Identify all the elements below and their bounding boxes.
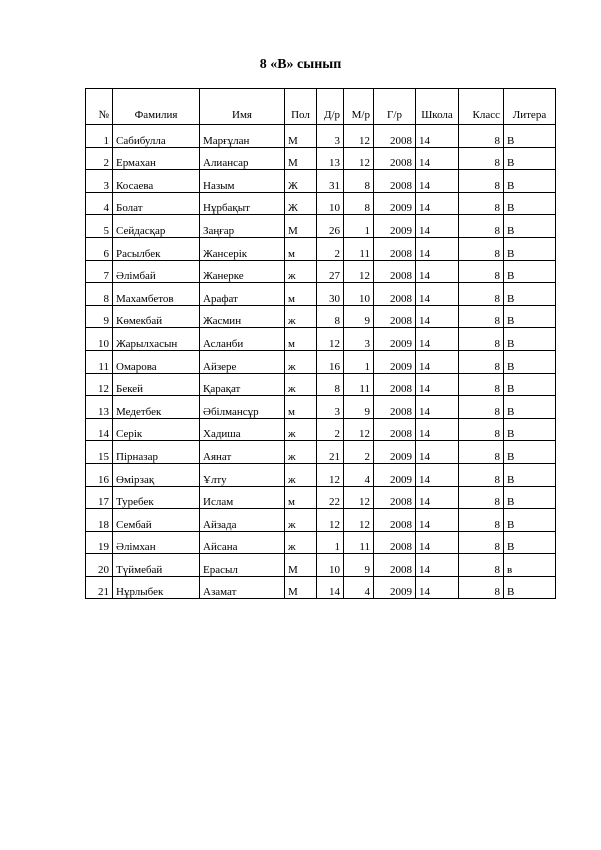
cell-birth-month: 11 bbox=[344, 373, 374, 396]
cell-number: 18 bbox=[86, 509, 113, 532]
cell-surname: Сейдасқар bbox=[113, 215, 200, 238]
cell-letter: В bbox=[504, 418, 556, 441]
cell-name: Ерасыл bbox=[200, 554, 285, 577]
table-header-row bbox=[86, 89, 556, 125]
cell-school: 14 bbox=[416, 328, 459, 351]
cell-number: 9 bbox=[86, 305, 113, 328]
cell-birth-month: 9 bbox=[344, 554, 374, 577]
cell-birth-month: 4 bbox=[344, 576, 374, 599]
cell-school: 14 bbox=[416, 305, 459, 328]
cell-class: 8 bbox=[459, 418, 504, 441]
page-title: 8 «В» сынып bbox=[259, 57, 342, 72]
cell-school: 14 bbox=[416, 509, 459, 532]
cell-birth-month: 9 bbox=[344, 396, 374, 419]
cell-name: Ислам bbox=[200, 486, 285, 509]
cell-name: Айсана bbox=[200, 531, 285, 554]
cell-birth-day: 2 bbox=[317, 418, 344, 441]
cell-letter: В bbox=[504, 237, 556, 260]
header-class: Класс bbox=[459, 89, 504, 125]
cell-class: 8 bbox=[459, 531, 504, 554]
cell-birth-year: 2008 bbox=[374, 147, 416, 170]
cell-letter: в bbox=[504, 554, 556, 577]
cell-birth-year: 2009 bbox=[374, 441, 416, 464]
cell-birth-month: 1 bbox=[344, 215, 374, 238]
table-row bbox=[86, 373, 556, 396]
cell-letter: В bbox=[504, 350, 556, 373]
cell-number: 1 bbox=[86, 125, 113, 148]
cell-class: 8 bbox=[459, 373, 504, 396]
cell-number: 10 bbox=[86, 328, 113, 351]
cell-school: 14 bbox=[416, 463, 459, 486]
cell-class: 8 bbox=[459, 260, 504, 283]
cell-sex: ж bbox=[285, 373, 317, 396]
cell-birth-day: 16 bbox=[317, 350, 344, 373]
cell-sex: М bbox=[285, 215, 317, 238]
cell-class: 8 bbox=[459, 305, 504, 328]
cell-letter: В bbox=[504, 305, 556, 328]
cell-school: 14 bbox=[416, 215, 459, 238]
cell-birth-day: 27 bbox=[317, 260, 344, 283]
cell-birth-day: 12 bbox=[317, 328, 344, 351]
cell-birth-month: 12 bbox=[344, 125, 374, 148]
cell-number: 7 bbox=[86, 260, 113, 283]
cell-birth-year: 2009 bbox=[374, 576, 416, 599]
table-row bbox=[86, 350, 556, 373]
cell-sex: ж bbox=[285, 531, 317, 554]
cell-birth-month: 4 bbox=[344, 463, 374, 486]
cell-birth-year: 2008 bbox=[374, 486, 416, 509]
cell-birth-month: 12 bbox=[344, 418, 374, 441]
cell-letter: В bbox=[504, 147, 556, 170]
cell-name: Назым bbox=[200, 170, 285, 193]
cell-name: Жасмин bbox=[200, 305, 285, 328]
cell-birth-day: 10 bbox=[317, 554, 344, 577]
cell-birth-year: 2008 bbox=[374, 554, 416, 577]
cell-birth-year: 2008 bbox=[374, 531, 416, 554]
cell-birth-month: 8 bbox=[344, 170, 374, 193]
cell-birth-day: 10 bbox=[317, 192, 344, 215]
cell-name: Марғұлан bbox=[200, 125, 285, 148]
cell-school: 14 bbox=[416, 373, 459, 396]
cell-school: 14 bbox=[416, 283, 459, 306]
cell-name: Жансерік bbox=[200, 237, 285, 260]
table-row bbox=[86, 283, 556, 306]
cell-birth-year: 2008 bbox=[374, 396, 416, 419]
cell-letter: В bbox=[504, 396, 556, 419]
cell-number: 5 bbox=[86, 215, 113, 238]
table-row bbox=[86, 509, 556, 532]
cell-sex: ж bbox=[285, 463, 317, 486]
cell-number: 2 bbox=[86, 147, 113, 170]
cell-birth-day: 1 bbox=[317, 531, 344, 554]
cell-number: 12 bbox=[86, 373, 113, 396]
cell-surname: Сабибулла bbox=[113, 125, 200, 148]
cell-surname: Медетбек bbox=[113, 396, 200, 419]
cell-sex: М bbox=[285, 147, 317, 170]
cell-birth-day: 14 bbox=[317, 576, 344, 599]
cell-birth-day: 13 bbox=[317, 147, 344, 170]
table-row bbox=[86, 576, 556, 599]
cell-birth-month: 11 bbox=[344, 237, 374, 260]
cell-name: Әбілмансұр bbox=[200, 396, 285, 419]
cell-letter: В bbox=[504, 441, 556, 464]
header-name: Имя bbox=[200, 89, 285, 125]
cell-surname: Әлімбай bbox=[113, 260, 200, 283]
cell-class: 8 bbox=[459, 576, 504, 599]
cell-birth-year: 2008 bbox=[374, 418, 416, 441]
cell-birth-month: 10 bbox=[344, 283, 374, 306]
cell-number: 8 bbox=[86, 283, 113, 306]
cell-class: 8 bbox=[459, 215, 504, 238]
cell-sex: М bbox=[285, 554, 317, 577]
cell-surname: Болат bbox=[113, 192, 200, 215]
cell-sex: м bbox=[285, 237, 317, 260]
table-row bbox=[86, 260, 556, 283]
cell-name: Ұлту bbox=[200, 463, 285, 486]
cell-surname: Туребек bbox=[113, 486, 200, 509]
cell-birth-day: 3 bbox=[317, 396, 344, 419]
cell-surname: Сембай bbox=[113, 509, 200, 532]
cell-class: 8 bbox=[459, 350, 504, 373]
table-row bbox=[86, 215, 556, 238]
cell-sex: ж bbox=[285, 350, 317, 373]
cell-class: 8 bbox=[459, 554, 504, 577]
cell-name: Алиансар bbox=[200, 147, 285, 170]
table-row bbox=[86, 531, 556, 554]
cell-birth-month: 2 bbox=[344, 441, 374, 464]
cell-school: 14 bbox=[416, 237, 459, 260]
cell-number: 11 bbox=[86, 350, 113, 373]
cell-number: 21 bbox=[86, 576, 113, 599]
cell-birth-month: 12 bbox=[344, 147, 374, 170]
cell-surname: Пірназар bbox=[113, 441, 200, 464]
cell-sex: ж bbox=[285, 509, 317, 532]
cell-birth-year: 2009 bbox=[374, 350, 416, 373]
cell-surname: Серік bbox=[113, 418, 200, 441]
cell-school: 14 bbox=[416, 192, 459, 215]
cell-class: 8 bbox=[459, 441, 504, 464]
cell-class: 8 bbox=[459, 486, 504, 509]
header-sex: Пол bbox=[285, 89, 317, 125]
cell-school: 14 bbox=[416, 486, 459, 509]
cell-birth-day: 3 bbox=[317, 125, 344, 148]
cell-class: 8 bbox=[459, 396, 504, 419]
cell-number: 4 bbox=[86, 192, 113, 215]
table-row bbox=[86, 192, 556, 215]
cell-birth-year: 2009 bbox=[374, 192, 416, 215]
cell-letter: В bbox=[504, 260, 556, 283]
cell-letter: В bbox=[504, 486, 556, 509]
table-row bbox=[86, 463, 556, 486]
cell-birth-day: 12 bbox=[317, 509, 344, 532]
cell-letter: В bbox=[504, 125, 556, 148]
table-row bbox=[86, 147, 556, 170]
cell-surname: Ермахан bbox=[113, 147, 200, 170]
cell-birth-day: 31 bbox=[317, 170, 344, 193]
cell-class: 8 bbox=[459, 147, 504, 170]
cell-number: 16 bbox=[86, 463, 113, 486]
cell-number: 17 bbox=[86, 486, 113, 509]
cell-sex: ж bbox=[285, 418, 317, 441]
cell-birth-day: 30 bbox=[317, 283, 344, 306]
cell-class: 8 bbox=[459, 328, 504, 351]
cell-birth-month: 1 bbox=[344, 350, 374, 373]
cell-surname: Көмекбай bbox=[113, 305, 200, 328]
cell-number: 20 bbox=[86, 554, 113, 577]
cell-birth-month: 12 bbox=[344, 486, 374, 509]
cell-birth-day: 8 bbox=[317, 305, 344, 328]
cell-school: 14 bbox=[416, 170, 459, 193]
cell-letter: В bbox=[504, 170, 556, 193]
cell-surname: Омарова bbox=[113, 350, 200, 373]
cell-letter: В bbox=[504, 531, 556, 554]
cell-school: 14 bbox=[416, 147, 459, 170]
header-surname: Фамилия bbox=[113, 89, 200, 125]
cell-class: 8 bbox=[459, 463, 504, 486]
cell-letter: В bbox=[504, 283, 556, 306]
cell-birth-month: 12 bbox=[344, 260, 374, 283]
table-row bbox=[86, 418, 556, 441]
cell-class: 8 bbox=[459, 125, 504, 148]
cell-birth-year: 2008 bbox=[374, 260, 416, 283]
cell-class: 8 bbox=[459, 237, 504, 260]
cell-surname: Махамбетов bbox=[113, 283, 200, 306]
cell-surname: Түймебай bbox=[113, 554, 200, 577]
cell-surname: Бекей bbox=[113, 373, 200, 396]
cell-name: Азамат bbox=[200, 576, 285, 599]
cell-school: 14 bbox=[416, 350, 459, 373]
cell-birth-year: 2008 bbox=[374, 237, 416, 260]
cell-birth-year: 2009 bbox=[374, 328, 416, 351]
cell-school: 14 bbox=[416, 260, 459, 283]
header-number: № bbox=[86, 89, 113, 125]
cell-class: 8 bbox=[459, 509, 504, 532]
table-row bbox=[86, 125, 556, 148]
cell-school: 14 bbox=[416, 441, 459, 464]
table-row bbox=[86, 396, 556, 419]
cell-school: 14 bbox=[416, 418, 459, 441]
table-row bbox=[86, 170, 556, 193]
cell-sex: м bbox=[285, 328, 317, 351]
cell-birth-month: 9 bbox=[344, 305, 374, 328]
cell-school: 14 bbox=[416, 531, 459, 554]
cell-surname: Расылбек bbox=[113, 237, 200, 260]
cell-birth-day: 12 bbox=[317, 463, 344, 486]
cell-name: Арафат bbox=[200, 283, 285, 306]
cell-surname: Өмірзақ bbox=[113, 463, 200, 486]
table-row bbox=[86, 237, 556, 260]
header-birth-day: Д/р bbox=[317, 89, 344, 125]
cell-class: 8 bbox=[459, 170, 504, 193]
cell-surname: Жарылхасын bbox=[113, 328, 200, 351]
cell-birth-year: 2008 bbox=[374, 283, 416, 306]
cell-letter: В bbox=[504, 328, 556, 351]
cell-birth-month: 3 bbox=[344, 328, 374, 351]
table-body bbox=[86, 125, 556, 599]
cell-letter: В bbox=[504, 373, 556, 396]
cell-surname: Косаева bbox=[113, 170, 200, 193]
cell-birth-year: 2008 bbox=[374, 170, 416, 193]
header-letter: Литера bbox=[504, 89, 556, 125]
cell-birth-month: 11 bbox=[344, 531, 374, 554]
table-row bbox=[86, 441, 556, 464]
header-school: Школа bbox=[416, 89, 459, 125]
cell-birth-year: 2008 bbox=[374, 125, 416, 148]
cell-sex: м bbox=[285, 486, 317, 509]
cell-sex: ж bbox=[285, 305, 317, 328]
cell-class: 8 bbox=[459, 283, 504, 306]
cell-birth-day: 2 bbox=[317, 237, 344, 260]
cell-letter: В bbox=[504, 215, 556, 238]
cell-birth-year: 2008 bbox=[374, 509, 416, 532]
cell-sex: ж bbox=[285, 441, 317, 464]
cell-letter: В bbox=[504, 192, 556, 215]
cell-birth-day: 21 bbox=[317, 441, 344, 464]
cell-letter: В bbox=[504, 463, 556, 486]
cell-name: Жанерке bbox=[200, 260, 285, 283]
cell-birth-year: 2009 bbox=[374, 463, 416, 486]
cell-surname: Нұрлыбек bbox=[113, 576, 200, 599]
cell-birth-month: 8 bbox=[344, 192, 374, 215]
cell-birth-day: 26 bbox=[317, 215, 344, 238]
cell-school: 14 bbox=[416, 396, 459, 419]
cell-birth-year: 2008 bbox=[374, 373, 416, 396]
table-row bbox=[86, 328, 556, 351]
cell-letter: В bbox=[504, 509, 556, 532]
cell-name: Айзада bbox=[200, 509, 285, 532]
cell-name: Аянат bbox=[200, 441, 285, 464]
cell-number: 15 bbox=[86, 441, 113, 464]
cell-name: Қарақат bbox=[200, 373, 285, 396]
cell-letter: В bbox=[504, 576, 556, 599]
cell-birth-day: 8 bbox=[317, 373, 344, 396]
cell-birth-year: 2009 bbox=[374, 215, 416, 238]
cell-sex: М bbox=[285, 125, 317, 148]
table-row bbox=[86, 305, 556, 328]
cell-birth-day: 22 bbox=[317, 486, 344, 509]
table-row bbox=[86, 554, 556, 577]
header-birth-year: Г/р bbox=[374, 89, 416, 125]
table-row bbox=[86, 486, 556, 509]
cell-surname: Әлімхан bbox=[113, 531, 200, 554]
cell-sex: Ж bbox=[285, 170, 317, 193]
cell-number: 3 bbox=[86, 170, 113, 193]
cell-school: 14 bbox=[416, 554, 459, 577]
cell-sex: Ж bbox=[285, 192, 317, 215]
cell-number: 13 bbox=[86, 396, 113, 419]
cell-name: Заңғар bbox=[200, 215, 285, 238]
cell-sex: М bbox=[285, 576, 317, 599]
cell-sex: м bbox=[285, 396, 317, 419]
cell-number: 14 bbox=[86, 418, 113, 441]
student-table bbox=[85, 88, 556, 599]
header-birth-month: М/р bbox=[344, 89, 374, 125]
cell-school: 14 bbox=[416, 576, 459, 599]
cell-birth-year: 2008 bbox=[374, 305, 416, 328]
cell-name: Айзере bbox=[200, 350, 285, 373]
cell-number: 6 bbox=[86, 237, 113, 260]
cell-sex: ж bbox=[285, 260, 317, 283]
cell-birth-month: 12 bbox=[344, 509, 374, 532]
cell-class: 8 bbox=[459, 192, 504, 215]
cell-name: Нұрбақыт bbox=[200, 192, 285, 215]
cell-name: Хадиша bbox=[200, 418, 285, 441]
cell-number: 19 bbox=[86, 531, 113, 554]
cell-sex: м bbox=[285, 283, 317, 306]
cell-name: Асланби bbox=[200, 328, 285, 351]
cell-school: 14 bbox=[416, 125, 459, 148]
